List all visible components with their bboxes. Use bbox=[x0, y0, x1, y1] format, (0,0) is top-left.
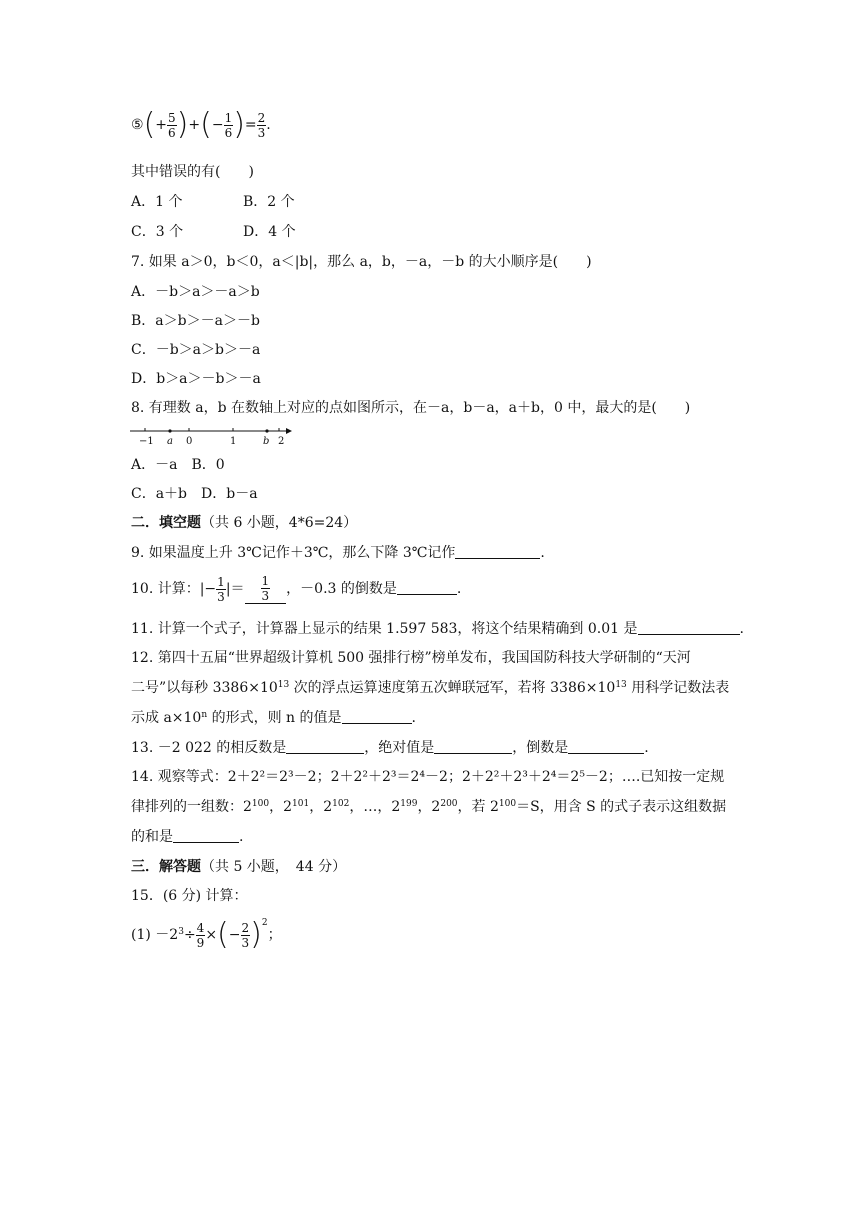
q10 bbox=[131, 574, 461, 604]
denominator: 6 bbox=[224, 125, 233, 140]
tick-label: 1 bbox=[230, 436, 237, 447]
arrow-head bbox=[286, 428, 292, 434]
q14-text: 律排列的一组数：2 bbox=[131, 799, 252, 815]
sign: − bbox=[228, 927, 241, 943]
q14-line1: 14. 观察等式：2＋2²＝2³－2；2＋2²＋2³＝2⁴－2；2＋2²＋2³＋2⁴＝2⁵－2；….已知按一定规 bbox=[131, 769, 725, 785]
q9-text: 9. 如果温度上升 3℃记作＋3℃，那么下降 3℃记作 bbox=[131, 545, 456, 561]
q13-text: 13. －2 022 的相反数是 bbox=[131, 740, 287, 756]
denominator: 3 bbox=[241, 935, 250, 950]
answer-blank[interactable] bbox=[286, 739, 364, 754]
sign: + bbox=[155, 117, 168, 133]
section-title: 二．填空题 bbox=[131, 515, 201, 531]
denominator: 6 bbox=[168, 125, 176, 140]
point-b bbox=[265, 429, 268, 432]
numerator: 2 bbox=[241, 920, 250, 935]
fraction bbox=[241, 921, 251, 950]
q12-text: 示成 a×10 bbox=[131, 710, 202, 726]
numerator: 1 bbox=[224, 110, 233, 125]
q13 bbox=[131, 738, 649, 758]
section-2-heading bbox=[131, 513, 357, 533]
q6-option-d: D．4 个 bbox=[243, 224, 296, 240]
denominator: 3 bbox=[261, 589, 270, 603]
q14-text: 的和是 bbox=[131, 829, 173, 845]
part-label: (1) －2 bbox=[131, 927, 179, 943]
answer-blank[interactable] bbox=[568, 739, 644, 754]
punct: . bbox=[266, 117, 271, 133]
q9 bbox=[131, 543, 545, 563]
q12-line2 bbox=[131, 678, 729, 698]
superscript: 13 bbox=[277, 680, 290, 690]
answer-blank[interactable] bbox=[638, 620, 740, 635]
superscript: 13 bbox=[615, 680, 627, 690]
section-note: （共 5 小题， 44 分） bbox=[201, 859, 347, 875]
denominator: 9 bbox=[196, 935, 205, 950]
q7-option-a: A．－b＞a＞－a＞b bbox=[131, 284, 260, 300]
superscript: 101 bbox=[292, 799, 310, 809]
sign: − bbox=[211, 117, 224, 133]
tick-label: a bbox=[167, 436, 173, 447]
tick-label: −1 bbox=[139, 436, 154, 447]
superscript: 2 bbox=[261, 918, 268, 928]
q15-part1-expression bbox=[131, 917, 282, 952]
numerator: 4 bbox=[196, 920, 205, 935]
fraction bbox=[196, 921, 206, 950]
tick-label: 2 bbox=[278, 436, 285, 447]
q6-stem: 其中错误的有( ) bbox=[131, 164, 254, 180]
punct: . bbox=[739, 621, 744, 637]
right-paren: ) bbox=[176, 107, 189, 142]
operator: ÷ bbox=[183, 927, 196, 943]
q11 bbox=[131, 619, 744, 639]
number-line-figure bbox=[128, 423, 293, 449]
answer-blank[interactable] bbox=[173, 828, 239, 843]
right-paren: ) bbox=[250, 917, 262, 952]
q14-text: ，若 2 bbox=[457, 799, 499, 815]
fraction bbox=[216, 575, 226, 604]
left-paren: ( bbox=[200, 107, 212, 142]
q10-text: 10. 计算：|− bbox=[131, 581, 217, 597]
punct: . bbox=[239, 829, 244, 845]
q14-line2: 律排列的一组数：$2^{100}$，$2^{101}$，$2^{102}$，…，$2^{199}$，$2^{200}$，若 $2^{100}=S$，用含 S 的式子表示这组数据 bbox=[131, 799, 727, 815]
answer-fraction bbox=[245, 574, 287, 604]
superscript: 200 bbox=[440, 799, 458, 809]
q6-option-b: B．2 个 bbox=[243, 194, 295, 210]
operator: × bbox=[205, 927, 218, 943]
q7-stem: 7. 如果 a＞0，b＜0，a＜|b|，那么 a，b，－a，－b 的大小顺序是( ) bbox=[131, 254, 592, 270]
q6-option-c: C．3 个 bbox=[131, 224, 184, 240]
punct: ； bbox=[267, 927, 282, 943]
numerator: 1 bbox=[261, 574, 270, 588]
circle-number: ⑤ bbox=[131, 117, 144, 133]
fraction bbox=[167, 111, 177, 140]
answer-blank[interactable] bbox=[434, 739, 512, 754]
numerator: 2 bbox=[257, 110, 266, 125]
q11-text: 11. 计算一个式子，计算器上显示的结果 1.597 583，将这个结果精确到 0.01 是 bbox=[131, 621, 638, 637]
answer-blank[interactable] bbox=[397, 580, 457, 595]
q7-option-c: C．－b＞a＞b＞－a bbox=[131, 342, 261, 358]
q12-text: 的形式，则 n 的值是 bbox=[207, 710, 342, 726]
q12-line3 bbox=[131, 708, 416, 728]
q14-line3 bbox=[131, 827, 243, 847]
q7-option-d: D．b＞a＞－b＞－a bbox=[131, 371, 261, 387]
q12-text: 用科学记数法表 bbox=[626, 680, 730, 696]
tick-label: b bbox=[263, 436, 270, 447]
section-note: （共 6 小题，4*6=24） bbox=[201, 515, 358, 531]
q12-text: 次的浮点运算速度第五次蝉联冠军，若将 3386×10 bbox=[289, 680, 616, 696]
numerator: 5 bbox=[168, 110, 176, 125]
superscript: 100 bbox=[498, 799, 517, 809]
q8-options-ab: A．－a B．0 bbox=[131, 457, 225, 473]
answer-blank[interactable] bbox=[455, 544, 540, 559]
superscript: 102 bbox=[332, 799, 350, 809]
numerator: 1 bbox=[217, 574, 225, 589]
q12-text: 二号”以每秒 3386×10 bbox=[131, 680, 278, 696]
operator: + bbox=[188, 117, 201, 133]
q10-text: ，－0.3 的倒数是 bbox=[286, 581, 397, 597]
q14-text: ＝S，用含 S 的式子表示这组数据 bbox=[516, 799, 727, 815]
answer-blank[interactable] bbox=[342, 709, 412, 724]
q7-option-b: B．a＞b＞－a＞－b bbox=[131, 313, 260, 329]
denominator: 3 bbox=[257, 125, 266, 140]
q10-text: |＝ bbox=[225, 581, 245, 597]
q6-option-a: A．1 个 bbox=[131, 194, 183, 210]
superscript: n bbox=[201, 710, 208, 720]
left-paren: ( bbox=[143, 107, 156, 142]
point-a bbox=[168, 429, 171, 432]
tick-label: 0 bbox=[186, 436, 193, 447]
superscript: 199 bbox=[400, 799, 418, 809]
section-3-heading bbox=[131, 857, 346, 877]
q12-line1: 12. 第四十五届“世界超级计算机 500 强排行榜”榜单发布，我国国防科技大学研制的“天河 bbox=[131, 650, 691, 666]
q13-text: ，倒数是 bbox=[512, 740, 569, 756]
q6-item5-expression bbox=[131, 107, 271, 142]
superscript: 3 bbox=[178, 927, 184, 937]
q13-text: ，绝对值是 bbox=[364, 740, 435, 756]
fraction bbox=[224, 111, 234, 140]
operator: = bbox=[244, 117, 257, 133]
section-title: 三．解答题 bbox=[131, 859, 201, 875]
q8-options-cd: C．a＋b D．b－a bbox=[131, 486, 258, 502]
fraction bbox=[257, 111, 267, 140]
punct: . bbox=[411, 710, 416, 726]
q15-stem: 15．(6 分) 计算： bbox=[131, 888, 248, 904]
left-paren: ( bbox=[217, 917, 229, 952]
right-paren: ) bbox=[233, 107, 245, 142]
punct: . bbox=[540, 545, 545, 561]
denominator: 3 bbox=[217, 589, 225, 604]
punct: . bbox=[456, 581, 462, 597]
punct: . bbox=[644, 740, 649, 756]
q8-stem: 8. 有理数 a，b 在数轴上对应的点如图所示，在－a，b－a，a＋b，0 中，最大的是( ) bbox=[131, 400, 691, 416]
superscript: 100 bbox=[251, 799, 270, 809]
